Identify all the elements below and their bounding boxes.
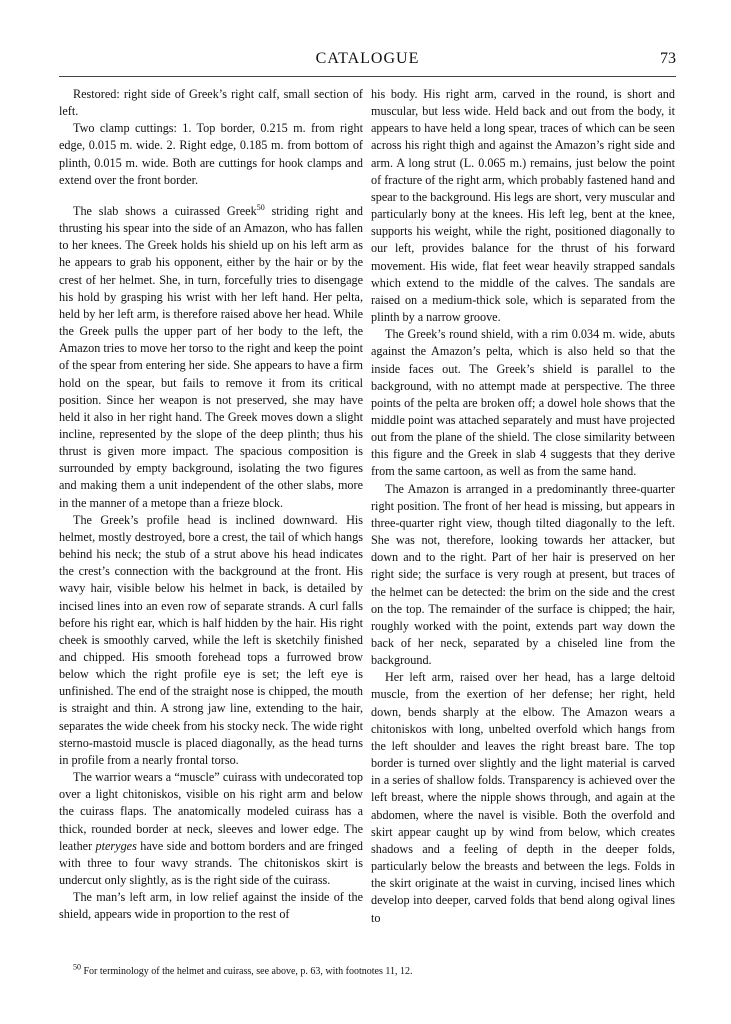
slab-text-end: striding right and thrusting his spear into the side of an Amazon, who has fallen to her knees. The Greek holds his shield up on his left arm as he appears to grab his opponent, either by the hair or by the crest of her helmet. She, in turn, forcefully tries to disengage his hold by grasping his wrist with her left hand. Her pelta, held by her left arm, is therefore raised above her head. While the Greek pulls the upper part of her body to the left, the Amazon tries to move her torso to the right and keep the point of the spear from entering her side. She appears to have a firm hold on the spear, but fails to remove it from its critical position. Since her weapon is not preserved, she may have held it also in her right hand. The Greek moves down a slight incline, represented by the slope of the deep plinth; thus his thrust is given more impact. The spacious composition is surrounded by empty background, isolating the two figures and making them a unit independent of the other slabs, more in the manner of a metope than a frieze block. — [59, 203, 363, 510]
paragraph-greek-head: The Greek’s profile head is inclined downward. His helmet, mostly destroyed, bore a crest, the tail of which hangs behind his neck; the stub of a strut above his head indicates the crest’s connection with the background at the front. His wavy hair, visible below his helmet in back, is detailed by incised lines into an even row of separate strands. A curl falls before his right ear, which is half hidden by the hair. His right cheek is smoothly carved, while the left is sketchily finished and chipped. His smooth forehead tops a furrowed brow below which the right profile eye is set; the left eye is unfinished. The end of the straight nose is chipped, the mouth is straight and thin. A strong jaw line, extending to the hair, separates the wide cheek from his stocky neck. The wide right sterno-mastoid muscle is placed diagonally, as the head turns in profile from a nearly frontal torso. — [59, 512, 363, 767]
page-header — [59, 50, 676, 74]
cuirass-text-end: have side and bottom borders and are fringed with three to four wavy strands. The chitoniskos skirt is undercut only slightly, as is the right side of the cuirass. — [59, 838, 363, 888]
cuirass-text-start: The warrior wears a “muscle” cuirass with undecorated top over a light chitoniskos, visible on his right arm and below the cuirass flaps. The anatomically modeled cuirass has a thick, rounded border at neck, sleeves and lower edge. The leather — [59, 770, 363, 853]
paragraph-amazon-arm: Her left arm, raised over her head, has a large deltoid muscle, from the exertion of her defense; her right, held down, bends sharply at the elbow. The Amazon wears a chitoniskos with long, unbelted overfold which hangs from the left shoulder and leaves the right breast bare. The top border is turned over slightly and the light material is carved in a series of shallow folds. Transparency is achieved over the left breast, where the nipple shows through, and again at the abdomen, where the navel is visible. Both the overfold and skirt appear caught up by wind from below, which creates shadows and a feeling of depth in the deeper folds, particularly below the breasts and between the legs. Folds in the skirt originate at the waist in curving, incised lines which develop into deeper, carved folds that bend along ogival lines to — [371, 670, 675, 925]
header-rule — [59, 76, 676, 77]
slab-text-start: The slab shows a cuirassed Greek — [73, 203, 257, 218]
paragraph-clamp-cuttings: Two clamp cuttings: 1. Top border, 0.215 m. from right edge, 0.015 m. wide. 2. Right edge, 0.185 m. from bottom of plinth, 0.015 m. wide. Both are cuttings for hook clamps and extend over the front border. — [59, 121, 363, 187]
paragraph-left-arm: The man’s left arm, in low relief against the inside of the shield, appears wide in proportion to the rest of — [59, 890, 363, 922]
right-column — [371, 86, 675, 927]
paragraph-slab-description — [59, 203, 363, 512]
paragraph-cuirass — [59, 769, 363, 889]
paragraph-body-continued: his body. His right arm, carved in the round, is short and muscular, but less wide. Held back and out from the body, it appears to have held a long spear, traces of which can be seen across his right thigh and against the Amazon’s right side and arm. A long strut (L. 0.065 m.) remains, just below the point of fracture of the right arm, which probably fastened hand and spear to the background. His legs are short, very muscular and particularly bony at the knees. His left leg, bent at the knee, supports his weight, while the right, positioned diagonally to our left, provides balance for the thrust of his forward movement. His wide, flat feet wear heavily strapped sandals which extend to the middle of the calves. The sandals are raised on a medium-thick sole, which is separated from the plinth by a narrow groove. — [371, 87, 675, 325]
paragraph-shield: The Greek’s round shield, with a rim 0.034 m. wide, abuts against the Amazon’s pelta, which is also held so that the inside faces out. The Greek’s shield is parallel to the background, with no attempt made at perspective. The three points of the pelta are broken off; a dowel hole shows that the middle point was attached separately and must have projected out from the plane of the shield. The close similarity between this figure and the Greek in slab 4 suggests that they derive from the same cartoon, as well as from the same hand. — [371, 327, 675, 479]
paragraph-restored: Restored: right side of Greek’s right calf, small section of left. — [59, 87, 363, 119]
footnote — [59, 962, 676, 978]
paragraph-amazon: The Amazon is arranged in a predominantly three-quarter right position. The front of her head is missing, but appears in three-quarter right view, though tilted diagonally to the left. She was not, therefore, looking towards her attacker, but down and to the right. Part of her hair is preserved on her right side; the surface is very rough at present, but traces of the helmet can be detected: the brim on the side and the crest on the top. The remainder of the surface is chipped; the hair, roughly worked with the point, extends part way down the back of her neck, separated by a chiseled line from the background. — [371, 481, 675, 668]
page-number: 73 — [660, 50, 676, 67]
footnote-text: For terminology of the helmet and cuirass, see above, p. 63, with footnotes 11, 12. — [81, 966, 413, 977]
left-column — [59, 86, 363, 924]
footnote-reference[interactable]: 50 — [256, 202, 265, 212]
footnote-number: 50 — [73, 962, 81, 972]
running-title: CATALOGUE — [315, 50, 420, 67]
pteryges-term: pteryges — [95, 838, 137, 853]
